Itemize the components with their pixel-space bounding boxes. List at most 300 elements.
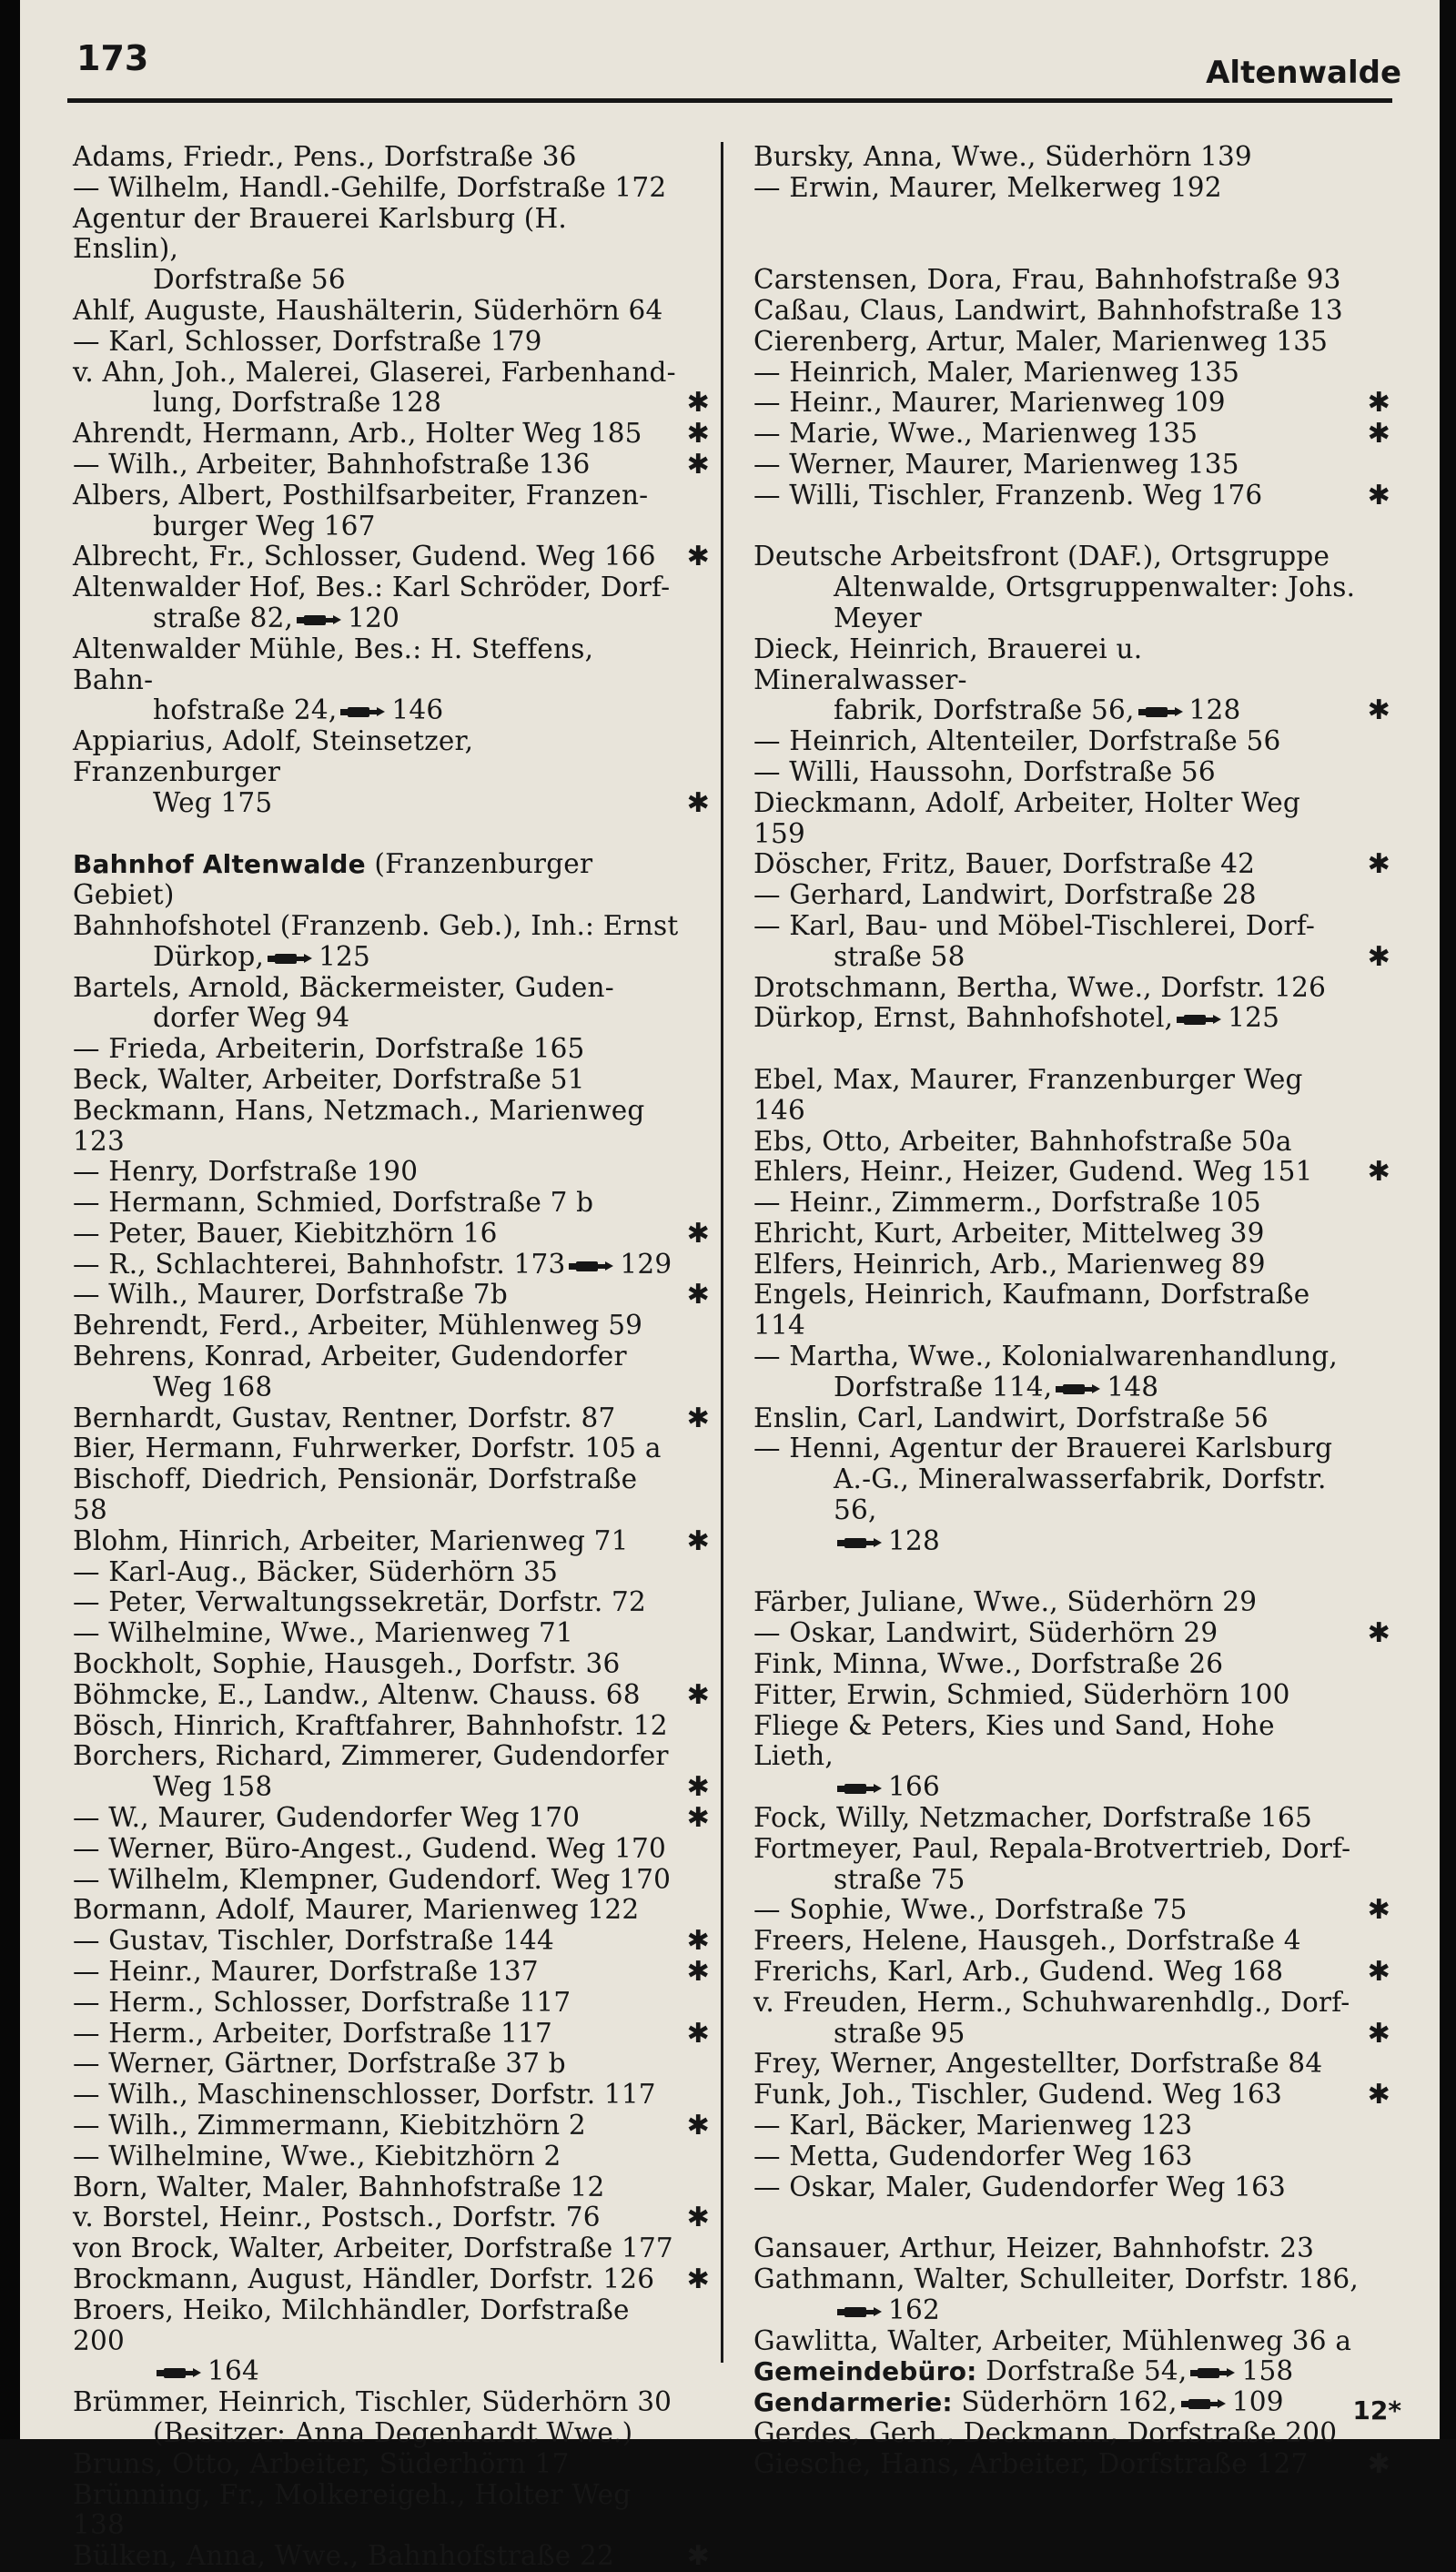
- asterisk-marker-icon: ✱: [686, 1802, 710, 1835]
- entry-continuation: [73, 388, 710, 419]
- directory-entry: [753, 265, 1390, 296]
- entry-text: [753, 1342, 1390, 1372]
- entry-text: [73, 1865, 710, 1896]
- entry-text: [753, 1127, 1390, 1158]
- directory-entry: [753, 1988, 1390, 2050]
- entry-text: [73, 204, 710, 266]
- entry-text: [753, 2049, 1390, 2080]
- asterisk-marker-icon: ✱: [1367, 1617, 1390, 1650]
- entry-text: [73, 2480, 710, 2542]
- entry-continuation-text: Dürkop,: [153, 940, 265, 972]
- entry-line: — Wilhelmine, Wwe., Kiebitzhörn 2: [73, 2140, 561, 2172]
- entry-line: Döscher, Fritz, Bauer, Dorfstraße 42: [753, 848, 1256, 880]
- entry-text: [753, 2142, 1390, 2172]
- entry-line: — Willi, Haussohn, Dorfstraße 56: [753, 755, 1216, 787]
- directory-entry: [73, 1157, 710, 1188]
- phone-number: 162: [888, 2294, 940, 2325]
- entry-line: — Werner, Maurer, Marienweg 135: [753, 448, 1239, 480]
- entry-text: [753, 1403, 1390, 1434]
- entry-line: Adams, Friedr., Pens., Dorfstraße 36: [73, 141, 577, 172]
- entry-line: Behrens, Konrad, Arbeiter, Gudendorfer: [73, 1341, 627, 1372]
- directory-entry: [73, 1926, 710, 1957]
- entry-continuation-text: burger Weg 167: [153, 510, 376, 542]
- entry-line: Bülken, Anna, Wwe., Bahnhofstraße 22: [73, 2540, 614, 2572]
- directory-entry: [753, 450, 1390, 481]
- entry-text: [753, 973, 1390, 1004]
- directory-entry: [73, 1618, 710, 1649]
- entry-line: — Henry, Dorfstraße 190: [73, 1156, 419, 1188]
- entry-text: [73, 1034, 710, 1065]
- entry-text: [73, 2111, 710, 2142]
- entry-continuation: [753, 603, 1390, 634]
- directory-entry: [73, 1587, 710, 1618]
- asterisk-marker-icon: ✱: [686, 418, 710, 451]
- asterisk-marker-icon: ✱: [1367, 940, 1390, 973]
- entry-line: — Wilh., Arbeiter, Bahnhofstraße 136: [73, 448, 591, 480]
- directory-entry: [73, 2142, 710, 2172]
- asterisk-marker-icon: ✱: [1367, 418, 1390, 451]
- entry-line: — Frieda, Arbeiterin, Dorfstraße 165: [73, 1033, 585, 1065]
- entry-line: Drotschmann, Bertha, Wwe., Dorfstr. 126: [753, 971, 1327, 1003]
- entry-line: — Oskar, Landwirt, Süderhörn 29: [753, 1617, 1218, 1649]
- directory-entry: [73, 1464, 710, 1526]
- directory-entry: [73, 2080, 710, 2111]
- directory-entry: [753, 1280, 1390, 1342]
- entry-text: [73, 1649, 710, 1680]
- entry-continuation-text: Dorfstraße 114,: [834, 1371, 1053, 1402]
- entry-text: [753, 2264, 1390, 2295]
- directory-entry: [73, 542, 710, 572]
- entry-line: Giesche, Hans, Arbeiter, Dorfstraße 127: [753, 2447, 1309, 2479]
- entry-text: [753, 2356, 1390, 2387]
- telephone-icon: [1138, 704, 1184, 719]
- entry-continuation: [73, 265, 710, 296]
- directory-entry: [753, 2111, 1390, 2142]
- entry-line: — Willi, Tischler, Franzenb. Weg 176: [753, 479, 1263, 511]
- asterisk-marker-icon: ✱: [686, 2540, 710, 2572]
- directory-entry: [753, 2080, 1390, 2111]
- entry-line: — Herm., Schlosser, Dorfstraße 117: [73, 1986, 571, 2018]
- entry-text: [73, 1895, 710, 1926]
- entry-text: [73, 1065, 710, 1096]
- scan-border-left: [0, 0, 20, 2439]
- asterisk-marker-icon: ✱: [1367, 694, 1390, 727]
- directory-entry: [753, 2142, 1390, 2172]
- entry-continuation: [753, 695, 1390, 726]
- entry-line: Borchers, Richard, Zimmerer, Gudendorfer: [73, 1740, 669, 1772]
- directory-entry: [753, 1219, 1390, 1250]
- phone-number: 158: [1241, 2355, 1294, 2387]
- directory-entry: [753, 1803, 1390, 1834]
- entry-text: [753, 450, 1390, 481]
- entry-line: Elfers, Heinrich, Arb., Marienweg 89: [753, 1248, 1266, 1280]
- directory-entry: [753, 2356, 1390, 2387]
- page-header: [67, 33, 1401, 91]
- phone-number: 120: [348, 602, 400, 633]
- entry-line: Ahrendt, Hermann, Arb., Holter Weg 185: [73, 418, 642, 450]
- entry-line: — Wilhelmine, Wwe., Marienweg 71: [73, 1617, 573, 1649]
- entry-text: [753, 2326, 1390, 2357]
- entry-line: Gathmann, Walter, Schulleiter, Dorfstr. 186,: [753, 2263, 1359, 2294]
- entry-text: [753, 1649, 1390, 1680]
- entry-continuation-text: hofstraße 24,: [153, 694, 338, 726]
- entry-line: Caßau, Claus, Landwirt, Bahnhofstraße 13: [753, 294, 1343, 326]
- directory-entry: [753, 296, 1390, 327]
- telephone-icon: [1181, 2396, 1227, 2411]
- asterisk-marker-icon: ✱: [686, 2263, 710, 2295]
- entry-line: Bursky, Anna, Wwe., Süderhörn 139: [753, 141, 1252, 172]
- phone-number: 128: [1188, 694, 1241, 726]
- directory-entry: [753, 1649, 1390, 1680]
- entry-continuation: [73, 1372, 710, 1403]
- entry-line: Frey, Werner, Angestellter, Dorfstraße 84: [753, 2048, 1323, 2080]
- entry-text: [753, 2449, 1390, 2480]
- telephone-icon: [837, 1535, 883, 1550]
- asterisk-marker-icon: ✱: [686, 1771, 710, 1804]
- entry-continuation-text: straße 82,: [153, 602, 294, 633]
- telephone-icon: [297, 613, 342, 627]
- directory-entry: [73, 1711, 710, 1742]
- entry-line: Bockholt, Sophie, Hausgeh., Dorfstr. 36: [73, 1648, 621, 1680]
- directory-entry: [73, 1865, 710, 1896]
- entry-text: [73, 1618, 710, 1649]
- entry-text: [753, 1988, 1390, 2019]
- telephone-icon: [340, 704, 386, 719]
- signature-mark: 12*: [1352, 2395, 1401, 2425]
- entry-line: — Werner, Büro-Angest., Gudend. Weg 170: [73, 1832, 666, 1864]
- asterisk-marker-icon: ✱: [1367, 2017, 1390, 2050]
- entry-bold-lead: Gemeindebüro:: [753, 2356, 977, 2387]
- entry-text: [753, 1895, 1390, 1926]
- left-column: [73, 142, 710, 2572]
- directory-entry: [73, 634, 710, 726]
- entry-text: [753, 419, 1390, 450]
- directory-entry: [73, 1957, 710, 1988]
- phone-number: 148: [1107, 1371, 1159, 1402]
- entry-continuation-text: Altenwalde, Ortsgruppenwalter: Johs.: [834, 572, 1356, 603]
- directory-entry: [73, 2295, 710, 2387]
- entry-text: [73, 2080, 710, 2111]
- entry-text: [753, 358, 1390, 389]
- directory-entry: [73, 2111, 710, 2142]
- entry-line: v. Ahn, Joh., Malerei, Glaserei, Farbenhand-: [73, 356, 676, 388]
- entry-line: Carstensen, Dora, Frau, Bahnhofstraße 93: [753, 264, 1341, 296]
- header-rule: [67, 98, 1392, 103]
- directory-entry: [73, 173, 710, 204]
- phone-number: 128: [888, 1524, 940, 1556]
- entry-text: [73, 2264, 710, 2295]
- entry-text: [73, 973, 710, 1004]
- entry-text: [753, 911, 1390, 942]
- entry-continuation-text: Weg 158: [153, 1771, 273, 1803]
- entry-text: [73, 173, 710, 204]
- directory-entry: [753, 2264, 1390, 2326]
- directory-entry: [753, 2233, 1390, 2264]
- directory-entry: [753, 1065, 1390, 1127]
- directory-entry: [73, 2233, 710, 2264]
- entry-text: [753, 1680, 1390, 1711]
- directory-entry: [753, 2172, 1390, 2203]
- directory-entry: [73, 2541, 710, 2572]
- entry-text: [73, 2172, 710, 2203]
- telephone-icon: [268, 951, 313, 966]
- entry-line: Brockmann, August, Händler, Dorfstr. 126: [73, 2263, 655, 2294]
- asterisk-marker-icon: ✱: [686, 387, 710, 420]
- entry-continuation: [753, 2019, 1390, 2050]
- entry-continuation: [73, 788, 710, 819]
- telephone-icon: [1056, 1382, 1101, 1396]
- telephone-icon: [837, 2304, 883, 2319]
- directory-entry: [73, 2019, 710, 2050]
- asterisk-marker-icon: ✱: [686, 1402, 710, 1434]
- entry-line: v. Borstel, Heinr., Postsch., Dorfstr. 76: [73, 2202, 601, 2233]
- directory-entry: [753, 973, 1390, 1004]
- asterisk-marker-icon: ✱: [1367, 848, 1390, 881]
- asterisk-marker-icon: ✱: [1367, 1956, 1390, 1989]
- entry-bold-lead: Gendarmerie:: [753, 2387, 953, 2418]
- entry-line: — Hermann, Schmied, Dorfstraße 7 b: [73, 1187, 594, 1219]
- entry-text: [73, 1957, 710, 1988]
- entry-line: Broers, Heiko, Milchhändler, Dorfstraße 200: [73, 2294, 630, 2356]
- directory-entry: [753, 358, 1390, 389]
- entry-text: [753, 1587, 1390, 1618]
- entry-continuation-text: (Besitzer: Anna Degenhardt Wwe.): [153, 2416, 633, 2448]
- section-gap: [753, 2202, 1390, 2233]
- entry-text: [73, 142, 710, 173]
- entry-text: [753, 173, 1390, 204]
- entry-text: [73, 2049, 710, 2080]
- directory-entry: [73, 1895, 710, 1926]
- phone-number: 125: [1228, 1002, 1280, 1034]
- entry-line: Albers, Albert, Posthilfsarbeiter, Franzen-: [73, 479, 649, 511]
- entry-continuation: [73, 695, 710, 726]
- phone-number: 166: [888, 1771, 940, 1803]
- asterisk-marker-icon: ✱: [1367, 479, 1390, 511]
- telephone-icon: [1190, 2365, 1236, 2380]
- entry-text: [753, 1003, 1390, 1034]
- section-gap: [753, 204, 1390, 235]
- entry-line: Appiarius, Adolf, Steinsetzer, Franzenburger: [73, 725, 474, 787]
- entry-line: Ahlf, Auguste, Haushälterin, Süderhörn 64: [73, 294, 663, 326]
- column-divider: [721, 142, 723, 2363]
- directory-entry: [73, 2049, 710, 2080]
- directory-entry: [753, 1895, 1390, 1926]
- directory-entry: [753, 1680, 1390, 1711]
- entry-continuation: [73, 511, 710, 542]
- entry-line: Agentur der Brauerei Karlsburg (H. Enslin),: [73, 202, 567, 265]
- directory-entry: [73, 726, 710, 818]
- telephone-icon: [569, 1259, 614, 1273]
- entry-text: [73, 1926, 710, 1957]
- entry-continuation-text: dorfer Weg 94: [153, 1002, 350, 1034]
- entry-text: [73, 1711, 710, 1742]
- entry-continuation-text: Weg 168: [153, 1371, 273, 1402]
- entry-line: Bruns, Otto, Arbeiter, Süderhörn 17: [73, 2447, 570, 2479]
- asterisk-marker-icon: ✱: [686, 541, 710, 573]
- directory-entry: [73, 1649, 710, 1680]
- entry-line: — R., Schlachterei, Bahnhofstr. 173: [73, 1248, 566, 1280]
- telephone-icon: [837, 1781, 883, 1796]
- entry-line: — Heinr., Zimmerm., Dorfstraße 105: [753, 1187, 1261, 1219]
- directory-entry: [753, 1926, 1390, 1957]
- directory-entry: [73, 911, 710, 973]
- directory-entry: [753, 1127, 1390, 1158]
- directory-entry: [73, 2387, 710, 2449]
- entry-line: Engels, Heinrich, Kaufmann, Dorfstraße 114: [753, 1279, 1310, 1342]
- directory-entry: [753, 2387, 1390, 2418]
- entry-line: (Franzenburger Gebiet): [73, 848, 593, 911]
- entry-text: [73, 481, 710, 511]
- entry-line: Dieckmann, Adolf, Arbeiter, Holter Weg 159: [753, 786, 1300, 849]
- entry-continuation-text: A.-G., Mineralwasserfabrik, Dorfstr. 56,: [834, 1463, 1327, 1526]
- entry-line: — Herm., Arbeiter, Dorfstraße 117: [73, 2017, 552, 2049]
- entry-line: Cierenberg, Artur, Maler, Marienweg 135: [753, 325, 1329, 357]
- asterisk-marker-icon: ✱: [1367, 387, 1390, 420]
- section-gap: [753, 1557, 1390, 1588]
- entry-continuation: [73, 1003, 710, 1034]
- directory-entry: [73, 1526, 710, 1557]
- entry-line: — Karl, Schlosser, Dorfstraße 179: [73, 325, 542, 357]
- entry-line: Albrecht, Fr., Schlosser, Gudend. Weg 166: [73, 541, 656, 572]
- directory-entry: [73, 1433, 710, 1464]
- entry-line: Dieck, Heinrich, Brauerei u. Mineralwasser-: [753, 633, 1143, 695]
- entry-line: Fitter, Erwin, Schmied, Süderhörn 100: [753, 1678, 1290, 1710]
- section-gap: [753, 511, 1390, 542]
- entry-text: [753, 880, 1390, 911]
- entry-line: — Wilh., Zimmermann, Kiebitzhörn 2: [73, 2110, 586, 2141]
- phone-number: 164: [207, 2355, 259, 2387]
- entry-continuation: [73, 942, 710, 973]
- entry-text: [753, 2233, 1390, 2264]
- entry-text: [753, 142, 1390, 173]
- entry-text: [73, 2541, 710, 2572]
- directory-entry: [73, 1219, 710, 1250]
- directory-entry: [753, 1834, 1390, 1896]
- phone-number: 129: [620, 1248, 672, 1280]
- entry-text: [753, 1250, 1390, 1281]
- entry-text: [73, 1096, 710, 1158]
- directory-entry: [753, 542, 1390, 633]
- entry-line: — Karl, Bau- und Möbel-Tischlerei, Dorf-: [753, 909, 1316, 941]
- entry-line: — Peter, Bauer, Kiebitzhörn 16: [73, 1217, 498, 1249]
- directory-entry: [73, 2264, 710, 2295]
- asterisk-marker-icon: ✱: [686, 1925, 710, 1958]
- directory-entry: [753, 757, 1390, 788]
- entry-line: — Peter, Verwaltungssekretär, Dorfstr. 72: [73, 1586, 646, 1618]
- directory-entry: [73, 1311, 710, 1342]
- entry-text: [73, 542, 710, 572]
- entry-continuation-text: straße 95: [834, 2017, 966, 2049]
- entry-text: [73, 1834, 710, 1865]
- entry-continuation: [753, 1372, 1390, 1403]
- entry-line: Beckmann, Hans, Netzmach., Marienweg 123: [73, 1094, 645, 1157]
- directory-entry: [753, 173, 1390, 204]
- entry-continuation-text: Meyer: [834, 602, 922, 633]
- entry-text: [753, 1433, 1390, 1464]
- entry-text: [73, 1403, 710, 1434]
- entry-text: [73, 1342, 710, 1372]
- directory-entry: [73, 419, 710, 450]
- entry-text: [753, 1618, 1390, 1649]
- entry-text: [73, 634, 710, 696]
- entry-line: — Erwin, Maurer, Melkerweg 192: [753, 171, 1222, 203]
- entry-line: — Karl, Bäcker, Marienweg 123: [753, 2110, 1193, 2141]
- entry-text: [73, 2387, 710, 2418]
- asterisk-marker-icon: ✱: [686, 786, 710, 819]
- asterisk-marker-icon: ✱: [1367, 2447, 1390, 2480]
- entry-line: Bartels, Arnold, Bäckermeister, Guden-: [73, 971, 614, 1003]
- directory-entry: [753, 2326, 1390, 2357]
- directory-entry: [73, 1557, 710, 1588]
- entry-text: [73, 2295, 710, 2357]
- entry-text: [73, 1250, 710, 1281]
- entry-line: — Heinrich, Altenteiler, Dorfstraße 56: [753, 725, 1281, 757]
- entry-text: [753, 2418, 1390, 2449]
- entry-text: [73, 726, 710, 788]
- entry-text: [73, 1280, 710, 1311]
- entry-line: Bier, Hermann, Fuhrwerker, Dorfstr. 105 a: [73, 1433, 662, 1464]
- entry-line: Brümmer, Heinrich, Tischler, Süderhörn 30: [73, 2386, 672, 2418]
- directory-entry: [73, 296, 710, 327]
- asterisk-marker-icon: ✱: [686, 2017, 710, 2050]
- directory-entry: [73, 1834, 710, 1865]
- directory-entry: [73, 849, 710, 911]
- entry-line: von Brock, Walter, Arbeiter, Dorfstraße 177: [73, 2233, 673, 2264]
- entry-text: [73, 1188, 710, 1219]
- right-column: [753, 142, 1390, 2480]
- entry-text: [73, 1741, 710, 1772]
- entry-continuation: [753, 572, 1390, 603]
- entry-line: — Martha, Wwe., Kolonialwarenhandlung,: [753, 1341, 1338, 1372]
- entry-text: [753, 542, 1390, 572]
- entry-line: Böhmcke, E., Landw., Altenw. Chauss. 68: [73, 1678, 641, 1710]
- directory-entry: [753, 327, 1390, 358]
- entry-text: [753, 2080, 1390, 2111]
- entry-text: [73, 849, 710, 911]
- directory-entry: [73, 1342, 710, 1403]
- entry-text: [73, 1680, 710, 1711]
- directory-entry: [73, 1680, 710, 1711]
- entry-text: [73, 2202, 710, 2233]
- entry-line: — Heinr., Maurer, Dorfstraße 137: [73, 1956, 539, 1988]
- directory-entry: [753, 142, 1390, 173]
- entry-continuation: [753, 942, 1390, 973]
- directory-entry: [73, 358, 710, 420]
- directory-entry: [73, 204, 710, 296]
- entry-line: — Wilh., Maurer, Dorfstraße 7b: [73, 1279, 508, 1311]
- directory-entry: [753, 849, 1390, 880]
- entry-line: Süderhörn 162,: [952, 2386, 1178, 2418]
- entry-text: [73, 1587, 710, 1618]
- entry-text: [73, 296, 710, 327]
- entry-text: [73, 1526, 710, 1557]
- directory-entry: [73, 1741, 710, 1803]
- entry-text: [73, 1157, 710, 1188]
- asterisk-marker-icon: ✱: [1367, 1156, 1390, 1189]
- entry-continuation: [73, 1772, 710, 1803]
- asterisk-marker-icon: ✱: [686, 1279, 710, 1311]
- entry-text: [753, 1065, 1390, 1127]
- directory-entry: [753, 1342, 1390, 1403]
- entry-text: [73, 2233, 710, 2264]
- directory-entry: [753, 1957, 1390, 1988]
- entry-text: [753, 634, 1390, 696]
- directory-entry: [73, 2449, 710, 2480]
- telephone-icon: [157, 2365, 202, 2380]
- entry-continuation: [73, 2356, 710, 2387]
- entry-text: [753, 2387, 1390, 2418]
- entry-text: [753, 2172, 1390, 2203]
